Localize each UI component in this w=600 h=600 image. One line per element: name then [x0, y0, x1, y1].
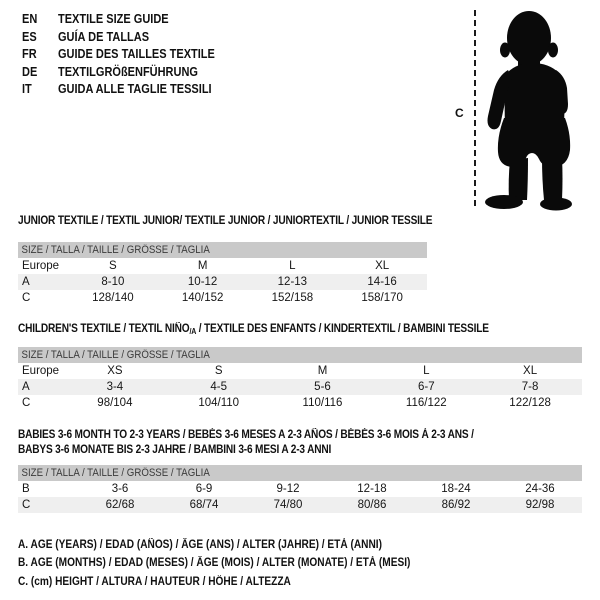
guide-title-en: TEXTILE SIZE GUIDE	[58, 12, 169, 26]
height-cell: 128/140	[92, 292, 134, 304]
language-row	[22, 81, 236, 99]
size-cell: M	[317, 365, 328, 377]
babies-size-table	[18, 465, 582, 513]
size-header-label: SIZE / TALLA / TAILLE / GRÖSSE / TAGLIA	[21, 467, 210, 479]
guide-title-de: TEXTILGRÖßENFÜHRUNG	[58, 64, 198, 79]
table-row	[18, 497, 582, 513]
children-title-suffix: / TEXTILE DES ENFANTS / KINDERTEXTIL / BAMBINI TESSILE	[196, 323, 489, 335]
babies-table-title-line1: BABIES 3-6 MONTH TO 2-3 YEARS / BEBÉS 3-6 MESES A 2-3 AÑOS / BÉBÉS 3-6 MOIS À 2-3 ANS /	[18, 429, 474, 441]
row-label: C	[22, 397, 31, 409]
row-label: Europe	[22, 365, 60, 377]
children-title-subscript: /A	[189, 327, 197, 336]
language-code: EN	[22, 12, 38, 26]
height-cell: 104/110	[198, 397, 240, 409]
legend-note-c: C. (cm) HEIGHT / ALTURA / HAUTEUR / HÖHE / ALTEZZA	[18, 575, 291, 588]
size-cell: XL	[523, 365, 538, 377]
guide-title-it: GUIDA ALLE TAGLIE TESSILI	[58, 82, 212, 97]
height-cell: 68/74	[162, 497, 246, 513]
age-cell: 14-16	[337, 274, 427, 290]
size-header-row	[18, 242, 427, 258]
age-cell: 12-18	[357, 483, 387, 495]
age-cell: 6-9	[195, 483, 213, 495]
children-size-table	[18, 347, 582, 411]
size-cell: XL	[375, 260, 390, 272]
language-row	[22, 11, 236, 29]
height-figure	[452, 6, 600, 214]
size-cell: M	[197, 260, 208, 272]
language-row	[22, 46, 236, 64]
table-row	[18, 481, 582, 497]
children-title-prefix: CHILDREN'S TEXTILE / TEXTIL NIÑO	[18, 323, 190, 335]
legend-note-b: B. AGE (MONTHS) / EDAD (MESES) / ÂGE (MOIS) / ALTER (MONATE) / ETÀ (MESI)	[18, 557, 411, 570]
size-header-label: SIZE / TALLA / TAILLE / GRÖSSE / TAGLIA	[21, 244, 210, 256]
table-row	[18, 274, 427, 290]
height-cell: 98/104	[97, 397, 133, 409]
height-cell: 62/68	[78, 497, 162, 513]
babies-table-section	[18, 428, 582, 528]
age-cell: 7-8	[478, 379, 582, 395]
age-cell: 3-6	[111, 483, 129, 495]
age-cell: 9-12	[276, 483, 300, 495]
height-cell: 92/98	[498, 497, 582, 513]
language-row	[22, 29, 236, 47]
guide-title-es: GUÍA DE TALLAS	[58, 29, 150, 44]
size-cell: L	[289, 260, 296, 272]
size-header-cell	[18, 347, 582, 363]
language-code: DE	[22, 64, 38, 79]
height-cell: 80/86	[330, 497, 414, 513]
table-row	[18, 290, 427, 306]
size-header-cell	[18, 242, 427, 258]
size-cell: S	[109, 260, 117, 272]
row-label: C	[22, 292, 31, 304]
size-cell: XS	[107, 365, 123, 377]
row-label: C	[18, 497, 78, 513]
size-cell: L	[423, 365, 430, 377]
size-cell: S	[214, 365, 223, 377]
height-cell: 140/152	[181, 292, 224, 304]
size-header-label: SIZE / TALLA / TAILLE / GRÖSSE / TAGLIA	[21, 349, 210, 361]
age-cell: 12-13	[248, 274, 338, 290]
row-label: Europe	[22, 260, 60, 272]
junior-table-title: JUNIOR TEXTILE / TEXTIL JUNIOR/ TEXTILE JUNIOR / JUNIORTEXTIL / JUNIOR TESSILE	[18, 215, 433, 227]
table-row	[18, 395, 582, 411]
height-cell: 110/116	[302, 397, 343, 409]
age-cell: 8-10	[68, 274, 158, 290]
guide-title-fr: GUIDE DES TAILLES TEXTILE	[58, 47, 215, 62]
language-code: FR	[22, 47, 37, 62]
height-cell: 86/92	[414, 497, 498, 513]
age-cell: 5-6	[271, 379, 375, 395]
age-cell: 6-7	[374, 379, 478, 395]
language-list	[22, 11, 236, 99]
size-header-cell	[18, 465, 582, 481]
row-label: A	[18, 379, 63, 395]
height-cell: 116/122	[405, 397, 447, 409]
height-measure-label: C	[455, 106, 464, 120]
height-dashed-line-icon	[474, 10, 476, 206]
height-cell: 74/80	[246, 497, 330, 513]
row-label: B	[22, 483, 30, 495]
junior-size-table	[18, 242, 427, 306]
babies-table-title-line2: BABYS 3-6 MONATE BIS 2-3 JAHRE / BAMBINI 3-6 MESI A 2-3 ANNI	[18, 443, 332, 456]
language-code: IT	[22, 82, 32, 97]
legend-notes	[18, 536, 464, 591]
language-code: ES	[22, 29, 37, 44]
children-table-title	[18, 322, 514, 340]
junior-table-section	[18, 214, 433, 314]
legend-note-a: A. AGE (YEARS) / EDAD (AÑOS) / ÂGE (ANS) / ALTER (JAHRE) / ETÀ (ANNI)	[18, 539, 382, 551]
age-cell: 18-24	[441, 483, 471, 495]
children-table-section	[18, 322, 582, 422]
toddler-silhouette-icon	[482, 8, 597, 211]
height-cell: 122/128	[509, 397, 551, 409]
age-cell: 24-36	[525, 483, 555, 495]
table-row	[18, 258, 427, 274]
age-cell: 10-12	[158, 274, 248, 290]
height-cell: 152/158	[271, 292, 314, 304]
row-label: A	[18, 274, 68, 290]
language-row	[22, 64, 236, 82]
table-row	[18, 363, 582, 379]
height-cell: 158/170	[361, 292, 403, 304]
age-cell: 3-4	[63, 379, 167, 395]
table-row	[18, 379, 582, 395]
size-header-row	[18, 347, 582, 363]
age-cell: 4-5	[167, 379, 271, 395]
size-header-row	[18, 465, 582, 481]
